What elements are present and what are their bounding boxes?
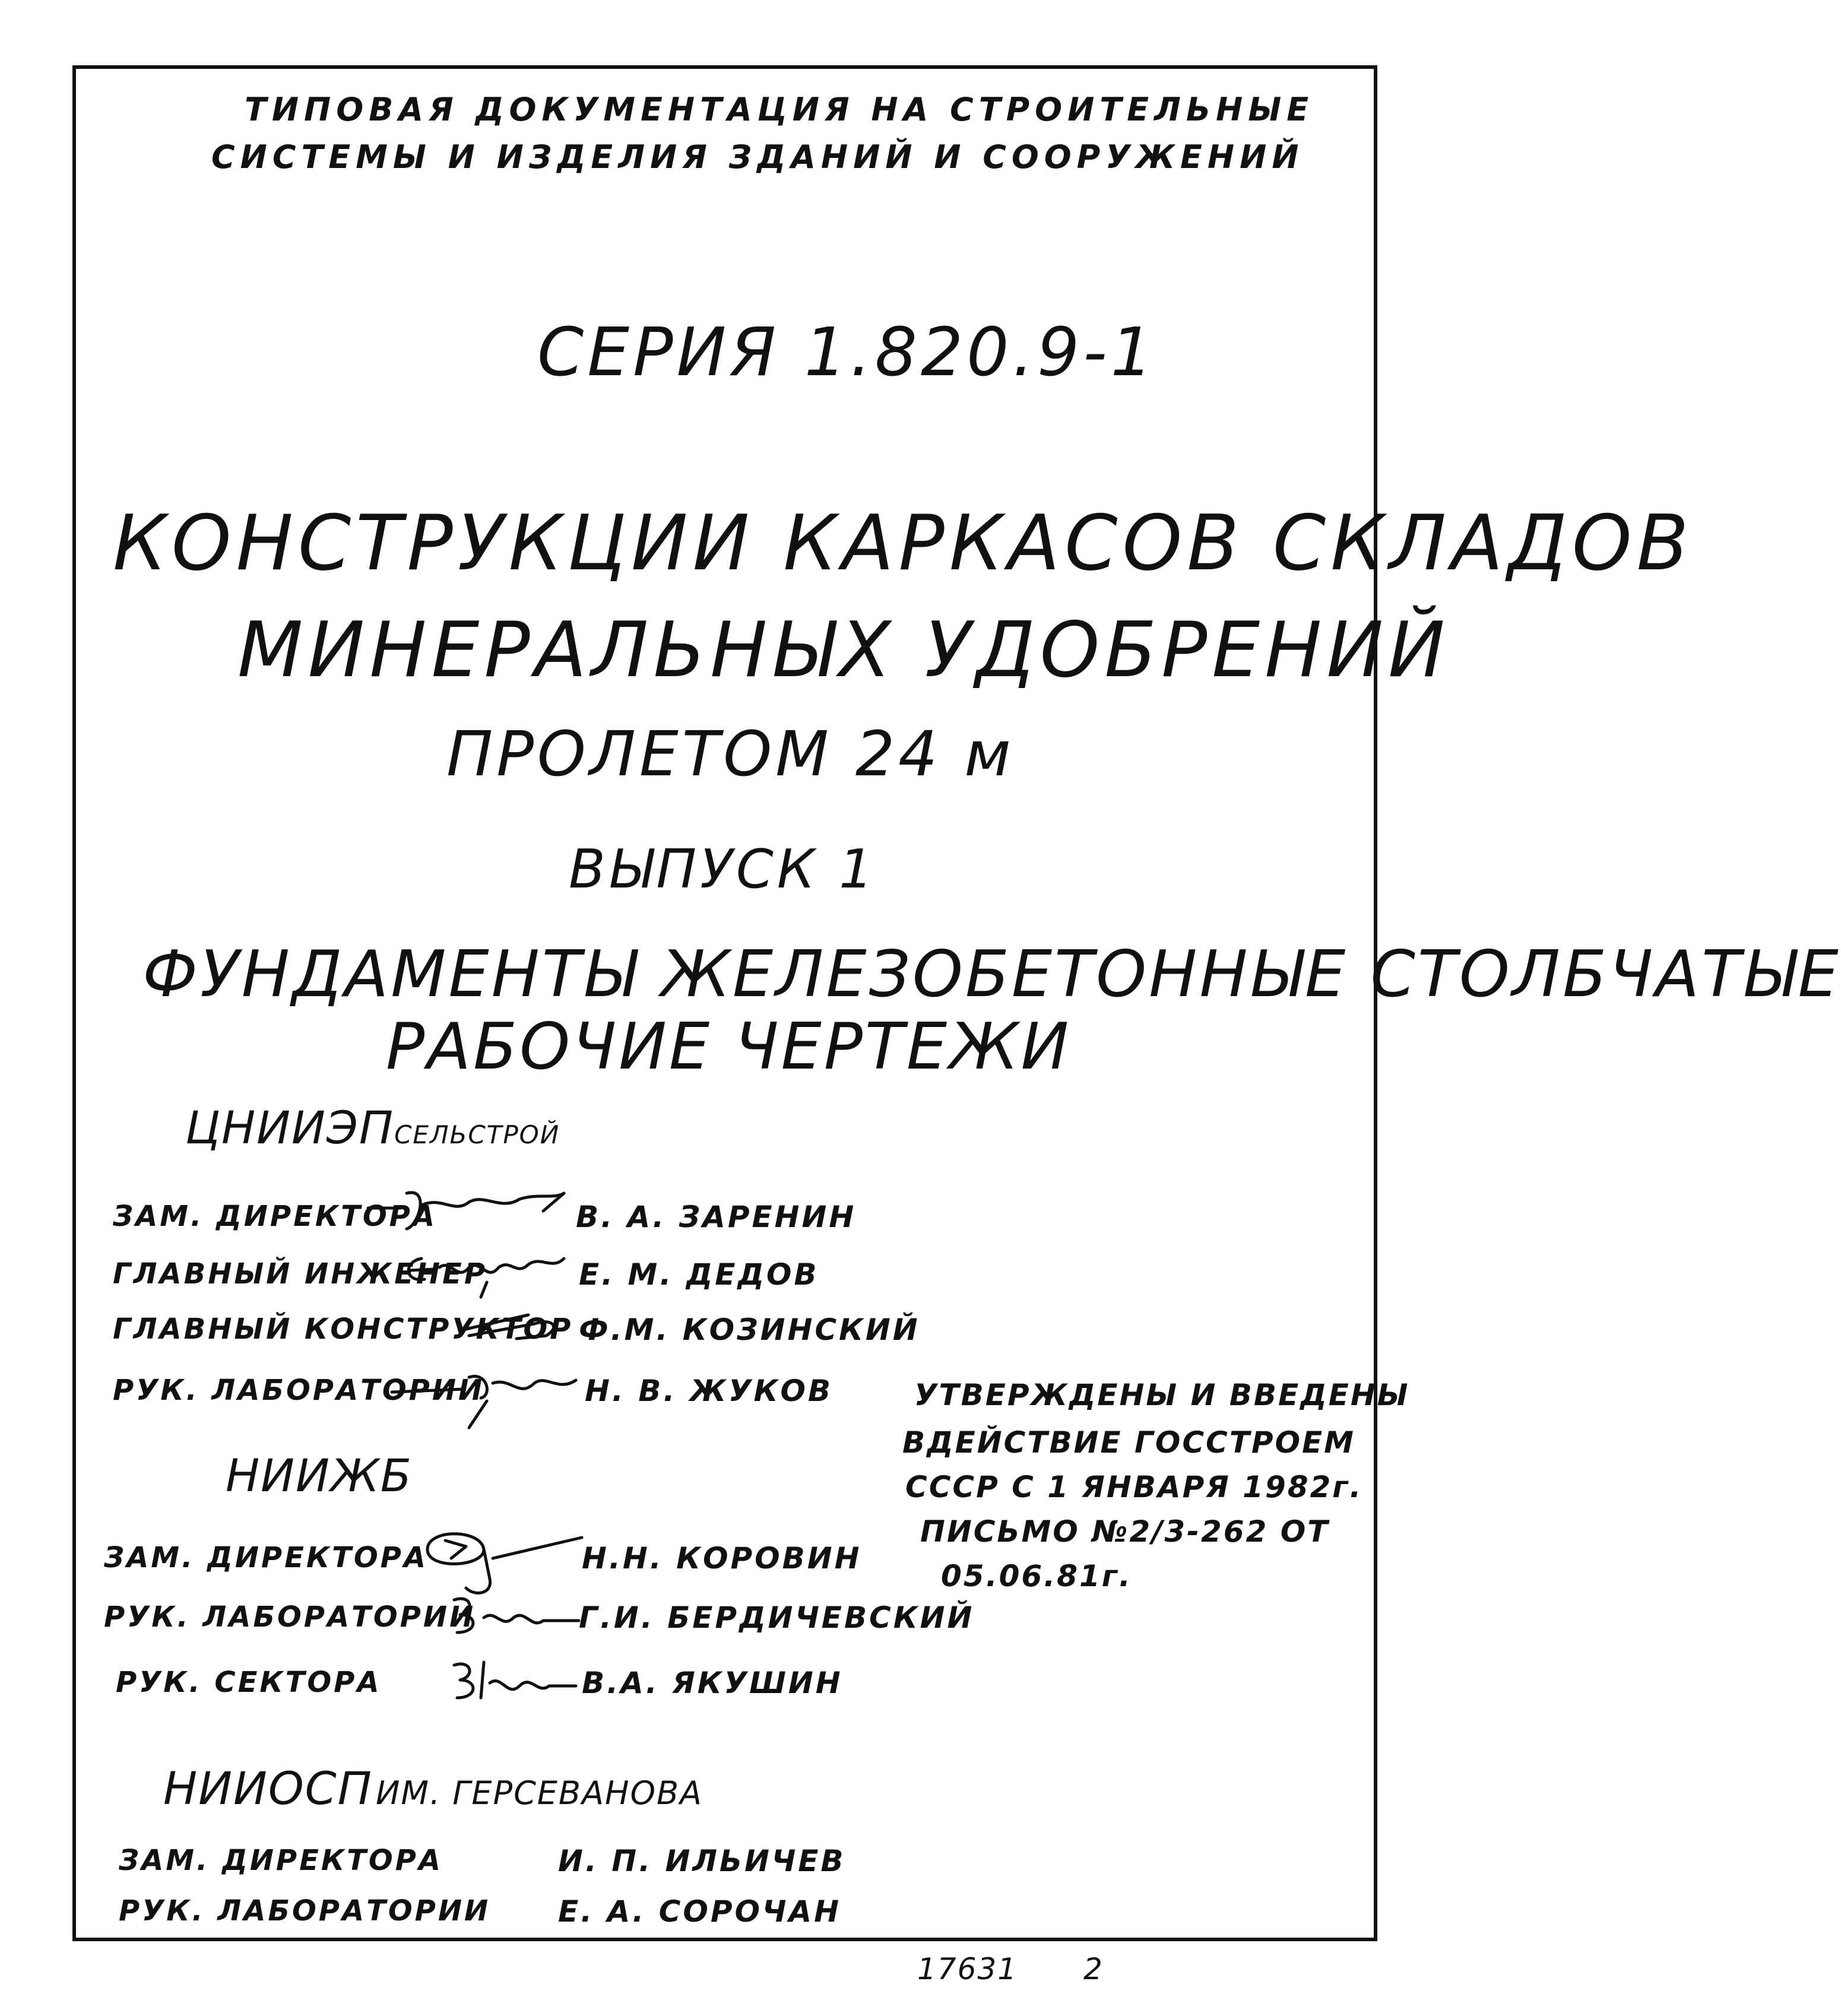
series-number: СЕРИЯ 1.820.9-1 [537, 314, 1156, 391]
approval-line-3: СССР С 1 ЯНВАРЯ 1982г. [905, 1470, 1363, 1504]
org3-role-1: ЗАМ. ДИРЕКТОРА [119, 1844, 443, 1877]
org2-person-2: Г.И. БЕРДИЧЕВСКИЙ [579, 1600, 975, 1635]
issue-number: ВЫПУСК 1 [569, 838, 877, 901]
signature-yakushin [448, 1653, 582, 1704]
org1-person-2: Е. М. ДЕДОВ [579, 1257, 819, 1292]
signature-zarenin [365, 1181, 570, 1235]
org3-person-2: Е. А. СОРОЧАН [558, 1894, 841, 1929]
signature-kozinsky [457, 1303, 570, 1345]
org1-name-suffix: СЕЛЬСТРОЙ [394, 1120, 560, 1149]
org1-role-1: ЗАМ. ДИРЕКТОРА [113, 1200, 437, 1233]
org2-role-3: РУК. СЕКТОРА [116, 1666, 382, 1699]
title-line-3: ПРОЛЕТОМ 24 м [446, 718, 1015, 790]
org1-role-3: ГЛАВНЫЙ КОНСТРУКТОР [113, 1313, 573, 1346]
approval-line-1: УТВЕРЖДЕНЫ И ВВЕДЕНЫ [914, 1378, 1410, 1412]
org3-name-main: НИИОСП [163, 1762, 373, 1815]
org1-role-2: ГЛАВНЫЙ ИНЖЕНЕР [113, 1257, 488, 1291]
org3-person-1: И. П. ИЛЬИЧЕВ [558, 1844, 846, 1878]
approval-line-2: ВДЕЙСТВИЕ ГОССТРОЕМ [902, 1425, 1355, 1460]
subtitle-line-2: РАБОЧИЕ ЧЕРТЕЖИ [386, 1010, 1072, 1084]
document-number: 17631 [917, 1952, 1018, 1986]
header-line-2: СИСТЕМЫ И ИЗДЕЛИЯ ЗДАНИЙ И СООРУЖЕНИЙ [211, 138, 1304, 176]
approval-line-5: 05.06.81г. [941, 1559, 1132, 1593]
signature-zhukov [392, 1353, 588, 1431]
org1-name-main: ЦНИИЭП [185, 1101, 395, 1154]
org1-person-4: Н. В. ЖУКОВ [585, 1374, 833, 1408]
approval-line-4: ПИСЬМО №2/3-262 ОТ [920, 1514, 1330, 1549]
org1-person-1: В. А. ЗАРЕНИН [576, 1200, 857, 1234]
org1-person-3: Ф.М. КОЗИНСКИЙ [579, 1313, 920, 1347]
org1-name [185, 1101, 560, 1154]
org3-name [163, 1762, 703, 1815]
org2-role-2: РУК. ЛАБОРАТОРИИ [104, 1600, 476, 1634]
org2-person-3: В.А. ЯКУШИН [582, 1666, 843, 1700]
org3-role-2: РУК. ЛАБОРАТОРИИ [119, 1894, 491, 1928]
org2-person-1: Н.Н. КОРОВИН [582, 1541, 862, 1576]
page-number: 2 [1083, 1952, 1104, 1986]
org3-name-suffix: ИМ. ГЕРСЕВАНОВА [375, 1774, 703, 1812]
signature-dedov [398, 1241, 570, 1300]
header-line-1: ТИПОВАЯ ДОКУМЕНТАЦИЯ НА СТРОИТЕЛЬНЫЕ [245, 91, 1314, 128]
subtitle-line-1: ФУНДАМЕНТЫ ЖЕЛЕЗОБЕТОННЫЕ СТОЛБЧАТЫЕ [142, 937, 1841, 1012]
title-line-2: МИНЕРАЛЬНЫХ УДОБРЕНИЙ [237, 606, 1450, 695]
org2-role-1: ЗАМ. ДИРЕКТОРА [104, 1541, 428, 1574]
title-line-1: КОНСТРУКЦИИ КАРКАСОВ СКЛАДОВ [113, 499, 1694, 588]
org2-name: НИИЖБ [226, 1449, 413, 1502]
org1-role-4: РУК. ЛАБОРАТОРИИ [113, 1374, 485, 1407]
signature-berdichevsky [448, 1588, 585, 1638]
